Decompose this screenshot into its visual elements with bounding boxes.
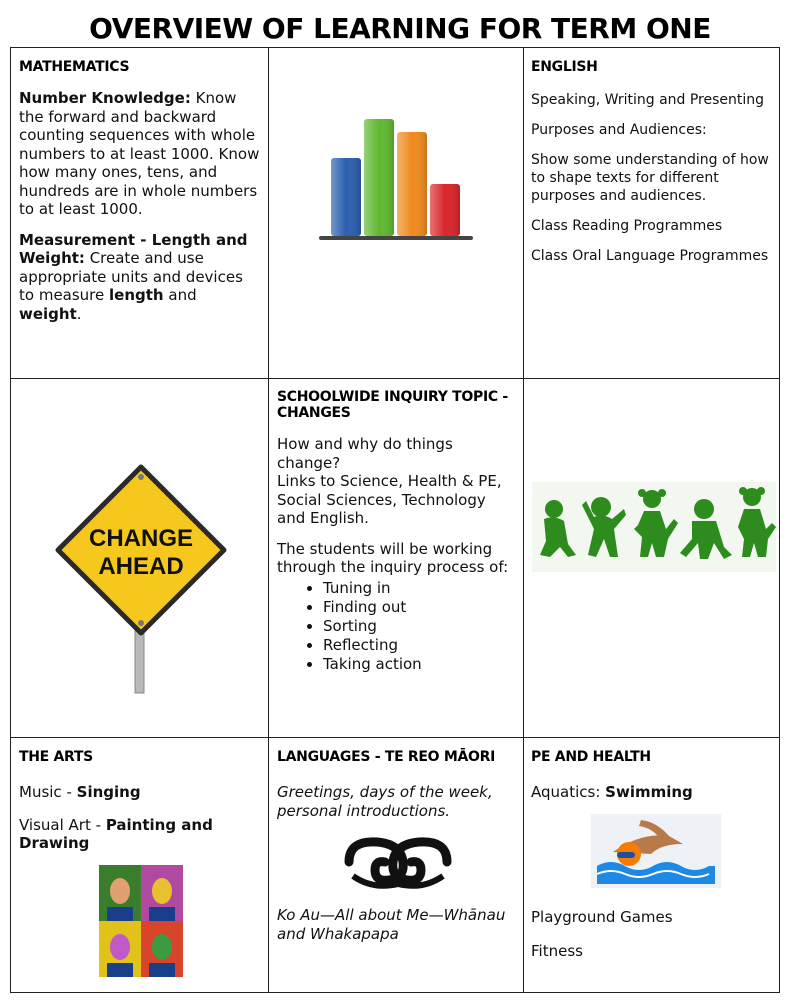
inquiry-step: • Sorting [323,617,515,636]
chart-baseline [319,236,473,240]
chart-icon-bar-shine [430,184,460,236]
pe-cell [523,737,780,993]
arts-music-value: Singing [76,783,141,801]
overview-grid [10,47,780,993]
languages-heading: LANGUAGES - TE REO MĀORI [277,749,495,765]
arts-heading: THE ARTS [19,749,93,765]
chart-icon-bar-shine [331,158,361,236]
maori-koru-icon [343,832,453,892]
measurement [19,231,260,324]
chart-icon-bar-shine [397,132,427,236]
arts-visual-label: Visual Art - [19,815,102,834]
inquiry-links: Links to Science, Health & PE, Social Sciences, Technology and English. [277,472,502,527]
bar-chart-icon [269,48,524,379]
pe-games: Playground Games [531,907,673,926]
measurement-end: . [76,304,82,323]
languages-greetings: Greetings, days of the week, personal introductions. [277,783,493,820]
inquiry-step: • Taking action [323,655,515,674]
arts-visual-value: Painting and Drawing [19,815,213,852]
measurement-and: and [168,286,197,304]
maths-heading: MATHEMATICS [19,59,130,75]
sign-text-line2: AHEAD [98,553,184,580]
number-knowledge-label: Number Knowledge: [19,89,191,107]
inquiry-question: How and why do things change? [277,435,453,472]
english-cell [523,47,780,379]
sign-cell [10,378,269,738]
arts-music-label: Music - [19,783,72,801]
english-item-4: Class Reading Programmes [531,218,723,234]
languages-ko-au: Ko Au—All about Me—Whānau and Whakapapa [277,906,506,943]
kids-cell [523,378,780,738]
swimmer-icon [591,814,721,888]
measurement-length: length [109,286,164,304]
inquiry-heading-2: CHANGES [277,405,351,421]
arts-cell [10,737,269,993]
pe-aquatics [531,783,771,802]
arts-visual [19,816,260,853]
children-silhouettes [524,379,780,738]
english-item-1: Speaking, Writing and Presenting [531,92,765,108]
inquiry-intro: The students will be working through the inquiry process of: [277,539,509,576]
number-knowledge-text: Know the forward and backward counting sequences with whole numbers to at least 1000. Know how many ones, tens, and hundreds are in whole numbers to at least 1000. [19,89,260,218]
inquiry-step: • Finding out [323,598,515,617]
pe-aquatics-value: Swimming [605,783,693,801]
chart-icon-bar-shine [364,119,394,236]
sign-text-line1: CHANGE [88,525,194,552]
english-item-5: Class Oral Language Programmes [531,248,769,264]
languages-cell [268,737,524,993]
chart-icon-cell [268,47,524,379]
measurement-text: Create and use appropriate units and devices to measure [19,249,243,304]
inquiry-cell [268,378,524,738]
english-heading: ENGLISH [531,59,598,75]
inquiry-heading-1: SCHOOLWIDE INQUIRY TOPIC - [277,389,508,405]
english-item-2: Purposes and Audiences: [531,122,707,138]
pe-aquatics-label: Aquatics: [531,783,601,801]
page-title: OVERVIEW OF LEARNING FOR TERM ONE [89,12,711,45]
pe-fitness: Fitness [531,942,583,960]
inquiry-steps [277,579,515,674]
measurement-weight: weight [19,304,77,323]
number-knowledge [19,89,260,219]
inquiry-step: • Tuning in [323,579,515,598]
arts-music [19,783,260,802]
maths-cell [10,47,269,379]
change-ahead-sign [11,379,269,738]
pop-art-portraits [99,865,183,977]
inquiry-step: • Reflecting [323,636,515,655]
measurement-label: Measurement - Length and Weight: [19,230,248,267]
pe-heading: PE AND HEALTH [531,749,651,765]
english-item-3: Show some understanding of how to shape texts for different purposes and audiences. [531,152,769,204]
